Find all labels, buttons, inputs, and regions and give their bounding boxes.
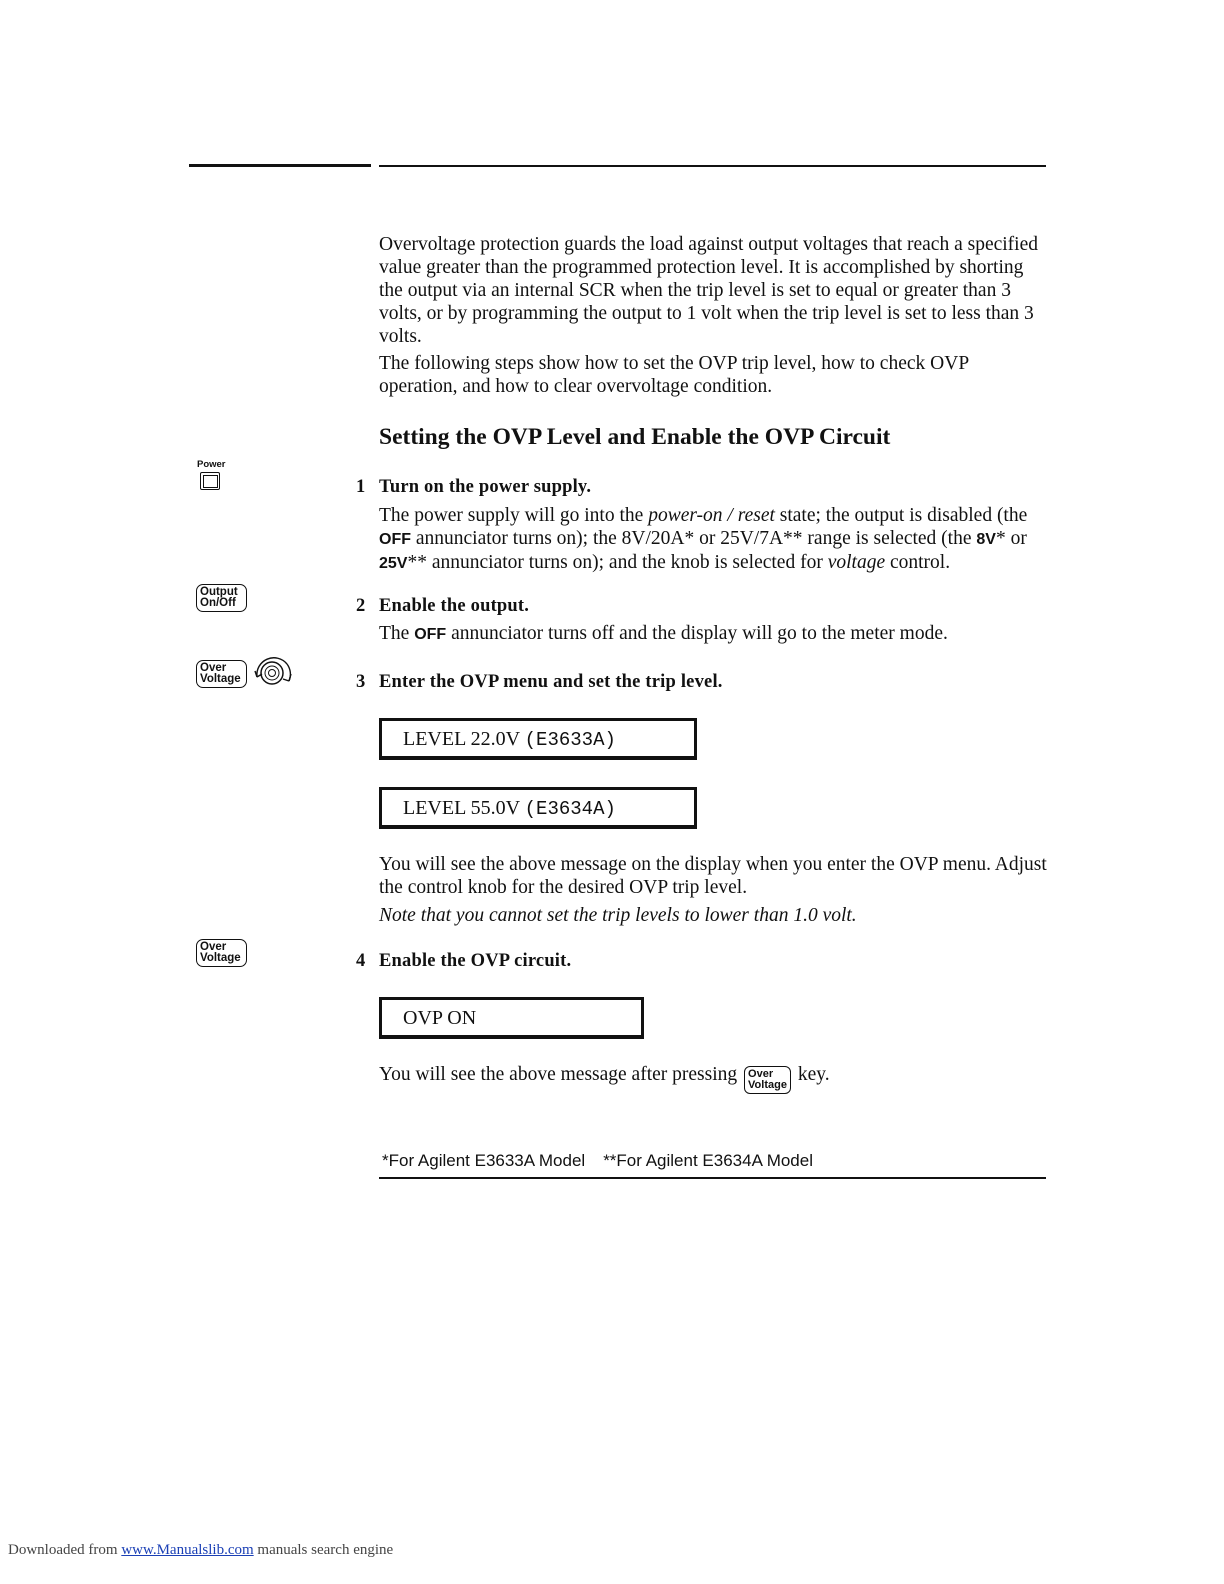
step-3-title: Enter the OVP menu and set the trip level. — [379, 672, 723, 692]
output-on-off-key-icon: Output On/Off — [196, 584, 247, 612]
25v-annunciator: 25V — [379, 555, 408, 572]
footnote-rule — [379, 1177, 1046, 1179]
display-level-e3634a: LEVEL 55.0V (E3634A) — [379, 787, 697, 829]
step-4-title: Enable the OVP circuit. — [379, 951, 572, 971]
power-key-label: Power — [197, 459, 226, 470]
step-3-note: Note that you cannot set the trip levels to lower than 1.0 volt. — [379, 905, 857, 926]
step-3-body: You will see the above message on the display when you enter the OVP menu. Adjust the control knob for the desired OVP trip level. — [379, 854, 1047, 898]
download-banner: Downloaded from www.Manualslib.com manuals search engine — [8, 1542, 394, 1558]
step-1-title: Turn on the power supply. — [379, 477, 592, 497]
step-3-number: 3 — [356, 672, 366, 692]
footnote-e3633a: *For Agilent E3633A Model — [382, 1151, 586, 1170]
header-rule-right — [379, 165, 1046, 167]
8v-annunciator: 8V — [976, 531, 996, 548]
header-rule-left — [189, 164, 371, 167]
control-knob-icon — [251, 655, 295, 689]
off-annunciator: OFF — [414, 626, 447, 643]
step-1-number: 1 — [356, 477, 366, 497]
display-level-e3633a: LEVEL 22.0V (E3633A) — [379, 718, 697, 760]
step-2-body: The OFF annunciator turns off and the display will go to the meter mode. — [379, 623, 948, 644]
step-1-body: The power supply will go into the power-on / reset state; the output is disabled (the OFF annunciator turns on); the 8V/20A* or 25V/7A** range is selected (the 8V* or 25V** annunciator turns on); and the knob is selected for voltage control. — [379, 505, 1028, 573]
step-4-body: You will see the above message after pressing Over Voltage key. — [379, 1063, 1049, 1094]
footnote — [382, 1151, 813, 1171]
intro-paragraph-2: The following steps show how to set the OVP trip level, how to check OVP operation, and how to clear overvoltage condition. — [379, 353, 969, 397]
footnote-e3634a: **For Agilent E3634A Model — [603, 1151, 813, 1170]
step-2-number: 2 — [356, 596, 366, 616]
step-2-title: Enable the output. — [379, 596, 530, 616]
step-4-number: 4 — [356, 951, 366, 971]
power-button-icon — [200, 472, 220, 490]
over-voltage-key-icon: Over Voltage — [196, 660, 247, 688]
intro-paragraph-1: Overvoltage protection guards the load against output voltages that reach a specified value greater than the programmed protection level. It is accomplished by shorting the output via an internal SCR when the trip level is set to equal or greater than 3 volts, or by programming the output to 1 volt when the trip level is set to less than 3 volts. — [379, 234, 1038, 347]
manualslib-link[interactable]: www.Manualslib.com — [121, 1542, 254, 1558]
over-voltage-key-icon: Over Voltage — [196, 939, 247, 967]
display-ovp-on: OVP ON — [379, 997, 644, 1039]
off-annunciator: OFF — [379, 531, 411, 548]
over-voltage-key-icon: Over Voltage — [744, 1066, 791, 1094]
section-title: Setting the OVP Level and Enable the OVP Circuit — [379, 424, 891, 450]
